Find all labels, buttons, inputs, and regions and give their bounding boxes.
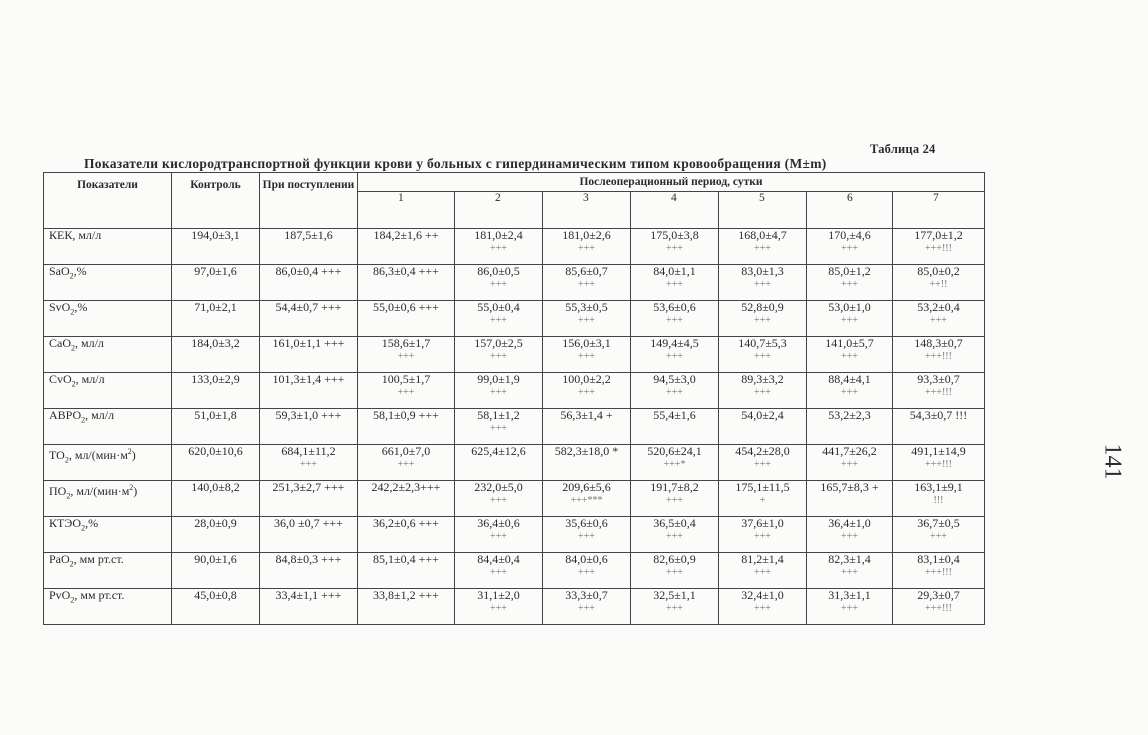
cell-significance-mark: +++ [578,603,595,614]
cell-significance-mark: +++ [930,531,947,542]
table-cell [719,553,807,589]
cell-value: 133,0±2,9 [191,372,240,386]
table-cell [358,301,455,337]
cell-significance-mark: +++ [578,315,595,326]
cell-value: 51,0±1,8 [194,408,237,422]
table-cell [719,409,807,445]
table-cell [543,553,631,589]
table-cell [358,409,455,445]
cell-value: 31,3±1,1 [828,588,871,602]
table-cell [172,265,260,301]
cell-value: 55,4±1,6 [653,408,696,422]
table-cell [172,445,260,481]
cell-value: 209,6±5,6 [562,480,611,494]
table-cell [719,481,807,517]
cell-value: 100,0±2,2 [562,372,611,386]
table-cell [893,553,985,589]
cell-value: 184,2±1,6 ++ [373,228,439,242]
cell-value: 88,4±4,1 [828,372,871,386]
cell-significance-mark: +++* [663,459,686,470]
header-day-1: 1 [358,192,455,229]
cell-value: 85,6±0,7 [565,264,608,278]
table-cell [172,373,260,409]
table-cell [719,301,807,337]
table-cell [631,517,719,553]
cell-value: 187,5±1,6 [284,228,333,242]
cell-value: 141,0±5,7 [825,336,874,350]
cell-value: 71,0±2,1 [194,300,237,314]
cell-value: 165,7±8,3 + [820,480,879,494]
table-cell [260,517,358,553]
page-number: 141 [1099,443,1126,480]
table-cell [631,553,719,589]
table-cell [543,373,631,409]
table-cell [172,517,260,553]
cell-significance-mark: +++ [490,495,507,506]
table-cell [172,229,260,265]
cell-significance-mark: +++ [578,567,595,578]
cell-significance-mark: +++ [397,387,415,398]
cell-value: 83,1±0,4 [917,552,960,566]
table-cell [893,265,985,301]
cell-value: 85,0±1,2 [828,264,871,278]
cell-value: 29,3±0,7 [917,588,960,602]
cell-significance-mark: + [759,495,766,506]
cell-value: 441,7±26,2 [822,444,877,458]
table-row [44,265,985,301]
cell-value: 86,3±0,4 +++ [373,264,439,278]
table-cell [543,589,631,625]
cell-value: 684,1±11,2 [281,444,336,458]
cell-significance-mark: +++ [754,351,771,362]
cell-value: 31,1±2,0 [477,588,520,602]
cell-significance-mark: +++ [300,459,317,470]
table-cell [358,553,455,589]
cell-value: 45,0±0,8 [194,588,237,602]
table-cell [893,301,985,337]
cell-value: 82,6±0,9 [653,552,696,566]
table-cell [455,229,543,265]
header-day-2: 2 [455,192,543,229]
cell-value: 157,0±2,5 [474,336,523,350]
table-cell [893,337,985,373]
cell-significance-mark: +++ [490,531,507,542]
table-cell [172,589,260,625]
row-indicator-name: SaO$_2$,% [44,265,172,301]
table-cell [358,481,455,517]
header-control: Контроль [172,173,260,229]
table-cell [631,589,719,625]
table-cell [631,265,719,301]
table-cell [807,589,893,625]
table-row [44,445,985,481]
table-cell [543,229,631,265]
cell-value: 242,2±2,3+++ [371,480,441,494]
table-cell [172,409,260,445]
cell-significance-mark: +++ [666,495,683,506]
table-cell [260,553,358,589]
cell-value: 140,0±8,2 [191,480,240,494]
cell-value: 101,3±1,4 +++ [272,372,345,386]
table-cell [719,337,807,373]
cell-value: 56,3±1,4 + [560,408,613,422]
table-cell [807,409,893,445]
table-cell [543,265,631,301]
table-title: Показатели кислородтранспортной функции крови у больных с гипердинамическим типом кровообращения (M±m) [84,156,827,171]
cell-value: 54,4±0,7 +++ [275,300,342,314]
table-cell [455,301,543,337]
table-cell [358,265,455,301]
table-cell [631,337,719,373]
table-row [44,481,985,517]
cell-significance-mark: +++ [490,351,507,362]
cell-value: 232,0±5,0 [474,480,523,494]
cell-significance-mark: +++ [490,315,507,326]
table-cell [260,301,358,337]
cell-value: 97,0±1,6 [194,264,237,278]
cell-value: 33,3±0,7 [565,588,608,602]
table-cell [260,229,358,265]
table-cell [260,589,358,625]
cell-significance-mark: +++ [578,351,595,362]
cell-value: 53,2±0,4 [917,300,960,314]
cell-significance-mark: +++ [841,315,858,326]
table-row [44,337,985,373]
cell-value: 454,2±28,0 [735,444,790,458]
cell-value: 82,3±1,4 [828,552,871,566]
table-cell [807,553,893,589]
table-cell [260,373,358,409]
cell-significance-mark: +++ [754,387,771,398]
cell-significance-mark: +++ [841,243,858,254]
cell-significance-mark: +++ [578,279,595,290]
cell-value: 177,0±1,2 [914,228,963,242]
cell-value: 84,0±1,1 [653,264,696,278]
row-indicator-name: $КТЭО_2,\%$ [44,517,172,553]
data-table [43,172,985,625]
table-row [44,229,985,265]
table-row [44,589,985,625]
cell-value: 52,8±0,9 [741,300,784,314]
header-day-6: 6 [807,192,893,229]
table-cell [807,337,893,373]
cell-significance-mark: +++ [930,315,947,326]
cell-significance-mark: +++ [841,603,858,614]
cell-value: 28,0±0,9 [194,516,237,530]
cell-value: 84,0±0,6 [565,552,608,566]
table-cell [455,265,543,301]
table-cell [631,301,719,337]
cell-significance-mark: +++!!! [925,603,952,614]
cell-value: 33,4±1,1 +++ [275,588,342,602]
cell-significance-mark: +++!!! [925,351,952,362]
cell-value: 85,1±0,4 +++ [373,552,439,566]
cell-value: 161,0±1,1 +++ [272,336,345,350]
table-cell [543,445,631,481]
table-cell [172,481,260,517]
cell-value: 94,5±3,0 [653,372,696,386]
cell-significance-mark: +++ [490,567,507,578]
table-cell [358,337,455,373]
table-cell [893,589,985,625]
table-row [44,553,985,589]
table-cell [719,265,807,301]
table-cell [172,301,260,337]
cell-significance-mark: +++ [754,531,771,542]
cell-value: 85,0±0,2 [917,264,960,278]
cell-significance-mark: +++ [754,243,771,254]
cell-value: 86,0±0,4 +++ [275,264,342,278]
cell-significance-mark: +++ [666,243,683,254]
cell-significance-mark: +++ [666,531,683,542]
cell-significance-mark: +++ [490,243,507,254]
cell-significance-mark: +++!!! [925,567,952,578]
cell-value: 58,1±1,2 [477,408,520,422]
cell-value: 58,1±0,9 +++ [373,408,439,422]
row-indicator-name: $ТО_2$, $мл/(мин\cdot м^2)$ [44,445,172,481]
header-day-5: 5 [719,192,807,229]
cell-value: 158,6±1,7 [381,336,431,350]
header-admission: При поступлении [260,173,358,229]
cell-value: 54,0±2,4 [741,408,784,422]
cell-significance-mark: +++ [841,459,858,470]
cell-value: 32,5±1,1 [653,588,696,602]
cell-value: 181,0±2,4 [474,228,523,242]
cell-value: 53,0±1,0 [828,300,871,314]
table-cell [543,481,631,517]
cell-value: 170,±4,6 [828,228,871,242]
row-indicator-name: SvO$_2$,% [44,301,172,337]
cell-significance-mark: +++ [578,387,595,398]
cell-significance-mark: +++!!! [925,243,952,254]
cell-significance-mark: ++!! [929,279,948,290]
cell-significance-mark: +++ [754,315,771,326]
cell-significance-mark: +++ [666,567,683,578]
table-cell [807,229,893,265]
cell-significance-mark: +++ [841,531,858,542]
header-indicator: Показатели [44,173,172,229]
cell-value: 100,5±1,7 [381,372,431,386]
cell-value: 175,1±11,5 [735,480,790,494]
table-cell [455,517,543,553]
cell-significance-mark: +++ [397,459,415,470]
cell-value: 661,0±7,0 [381,444,431,458]
cell-value: 99,0±1,9 [477,372,520,386]
table-cell [893,517,985,553]
cell-value: 83,0±1,3 [741,264,784,278]
table-label: Таблица 24 [870,142,936,156]
table-cell [719,517,807,553]
cell-value: 36,5±0,4 [653,516,696,530]
cell-significance-mark: +++ [666,603,683,614]
cell-value: 55,0±0,6 +++ [373,300,439,314]
cell-significance-mark: +++ [490,387,507,398]
table-cell [543,517,631,553]
table-cell [358,517,455,553]
header-day-4: 4 [631,192,719,229]
cell-value: 35,6±0,6 [565,516,608,530]
cell-value: 251,3±2,7 +++ [272,480,345,494]
row-indicator-name: PvO$_2$, мм рт.ст. [44,589,172,625]
cell-significance-mark: +++ [490,423,507,434]
row-indicator-name: CaO$_2$, мл/л [44,337,172,373]
table-cell [719,589,807,625]
cell-value: 54,3±0,7 !!! [909,408,968,422]
cell-significance-mark: +++ [841,279,858,290]
cell-value: 582,3±18,0 * [554,444,619,458]
table-cell [543,337,631,373]
table-cell [719,445,807,481]
cell-value: 181,0±2,6 [562,228,611,242]
cell-significance-mark: +++ [754,459,771,470]
cell-significance-mark: +++ [666,351,683,362]
row-indicator-name: $ПО_2$, $мл/(мин\cdot м^2)$ [44,481,172,517]
cell-value: 89,3±3,2 [741,372,784,386]
table-cell [358,445,455,481]
cell-value: 194,0±3,1 [191,228,240,242]
row-indicator-name: $АВРО_2$, мл/л [44,409,172,445]
table-row [44,517,985,553]
cell-value: 84,4±0,4 [477,552,520,566]
cell-significance-mark: +++ [397,351,415,362]
cell-significance-mark: +++ [666,387,683,398]
cell-significance-mark: +++ [490,603,507,614]
cell-significance-mark: +++ [841,351,858,362]
table-cell [455,373,543,409]
cell-value: 491,1±14,9 [911,444,966,458]
cell-significance-mark: +++ [841,567,858,578]
cell-value: 175,0±3,8 [650,228,699,242]
table-cell [543,409,631,445]
table-row [44,301,985,337]
table-cell [455,409,543,445]
table-cell [719,229,807,265]
cell-value: 93,3±0,7 [917,372,960,386]
table-cell [893,229,985,265]
cell-value: 90,0±1,6 [194,552,237,566]
table-cell [455,553,543,589]
cell-value: 37,6±1,0 [741,516,784,530]
cell-value: 86,0±0,5 [477,264,520,278]
cell-value: 36,4±0,6 [477,516,520,530]
table-cell [455,337,543,373]
table-cell [719,373,807,409]
cell-value: 36,4±1,0 [828,516,871,530]
cell-value: 148,3±0,7 [914,336,963,350]
cell-value: 36,0 ±0,7 +++ [274,516,343,530]
table-cell [893,409,985,445]
header-day-3: 3 [543,192,631,229]
table-cell [631,373,719,409]
cell-significance-mark: !!! [933,495,944,506]
table-cell [631,481,719,517]
table-cell [455,481,543,517]
cell-significance-mark: +++*** [570,495,603,506]
table-cell [358,229,455,265]
cell-value: 149,4±4,5 [650,336,699,350]
cell-significance-mark: +++ [666,279,683,290]
table-cell [807,517,893,553]
table-cell [893,481,985,517]
table-cell [260,337,358,373]
cell-value: 184,0±3,2 [191,336,240,350]
cell-value: 53,6±0,6 [653,300,696,314]
cell-value: 55,0±0,4 [477,300,520,314]
table-cell [631,445,719,481]
cell-significance-mark: +++!!! [925,459,952,470]
table-cell [543,301,631,337]
cell-significance-mark: +++ [754,567,771,578]
cell-value: 156,0±3,1 [562,336,611,350]
cell-value: 32,4±1,0 [741,588,784,602]
table-cell [172,553,260,589]
table-cell [631,409,719,445]
cell-value: 36,2±0,6 +++ [373,516,439,530]
cell-significance-mark: +++ [841,387,858,398]
cell-significance-mark: +++ [578,531,595,542]
table-cell [260,481,358,517]
cell-value: 620,0±10,6 [188,444,243,458]
cell-value: 81,2±1,4 [741,552,784,566]
cell-significance-mark: +++ [578,243,595,254]
cell-value: 520,6±24,1 [647,444,702,458]
cell-value: 53,2±2,3 [828,408,871,422]
table-cell [358,589,455,625]
table-cell [807,445,893,481]
cell-value: 33,8±1,2 +++ [373,588,439,602]
cell-value: 36,7±0,5 [917,516,960,530]
row-indicator-name: CvO$_2$, мл/л [44,373,172,409]
table-row [44,373,985,409]
cell-value: 140,7±5,3 [738,336,787,350]
table-cell [260,409,358,445]
table-cell [260,265,358,301]
cell-value: 168,0±4,7 [738,228,787,242]
table-cell [358,373,455,409]
header-day-7: 7 [893,192,985,229]
table-cell [807,265,893,301]
table-cell [807,373,893,409]
table-cell [807,301,893,337]
cell-significance-mark: +++ [490,279,507,290]
table-cell [893,445,985,481]
row-indicator-name: КЕК, мл/л [44,229,172,265]
cell-value: 59,3±1,0 +++ [275,408,342,422]
row-indicator-name: PaO$_2$, мм рт.ст. [44,553,172,589]
table-cell [455,445,543,481]
table-cell [631,229,719,265]
table-cell [807,481,893,517]
cell-value: 84,8±0,3 +++ [275,552,342,566]
cell-significance-mark: +++ [666,315,683,326]
table-cell [260,445,358,481]
cell-significance-mark: +++ [754,279,771,290]
table-cell [455,589,543,625]
table-cell [172,337,260,373]
cell-value: 163,1±9,1 [914,480,963,494]
cell-significance-mark: +++!!! [925,387,952,398]
cell-significance-mark: +++ [754,603,771,614]
table-cell [893,373,985,409]
cell-value: 191,7±8,2 [650,480,699,494]
cell-value: 55,3±0,5 [565,300,608,314]
table-row [44,409,985,445]
header-postop-period: Послеоперационный период, сутки [358,173,985,192]
cell-value: 625,4±12,6 [471,444,526,458]
